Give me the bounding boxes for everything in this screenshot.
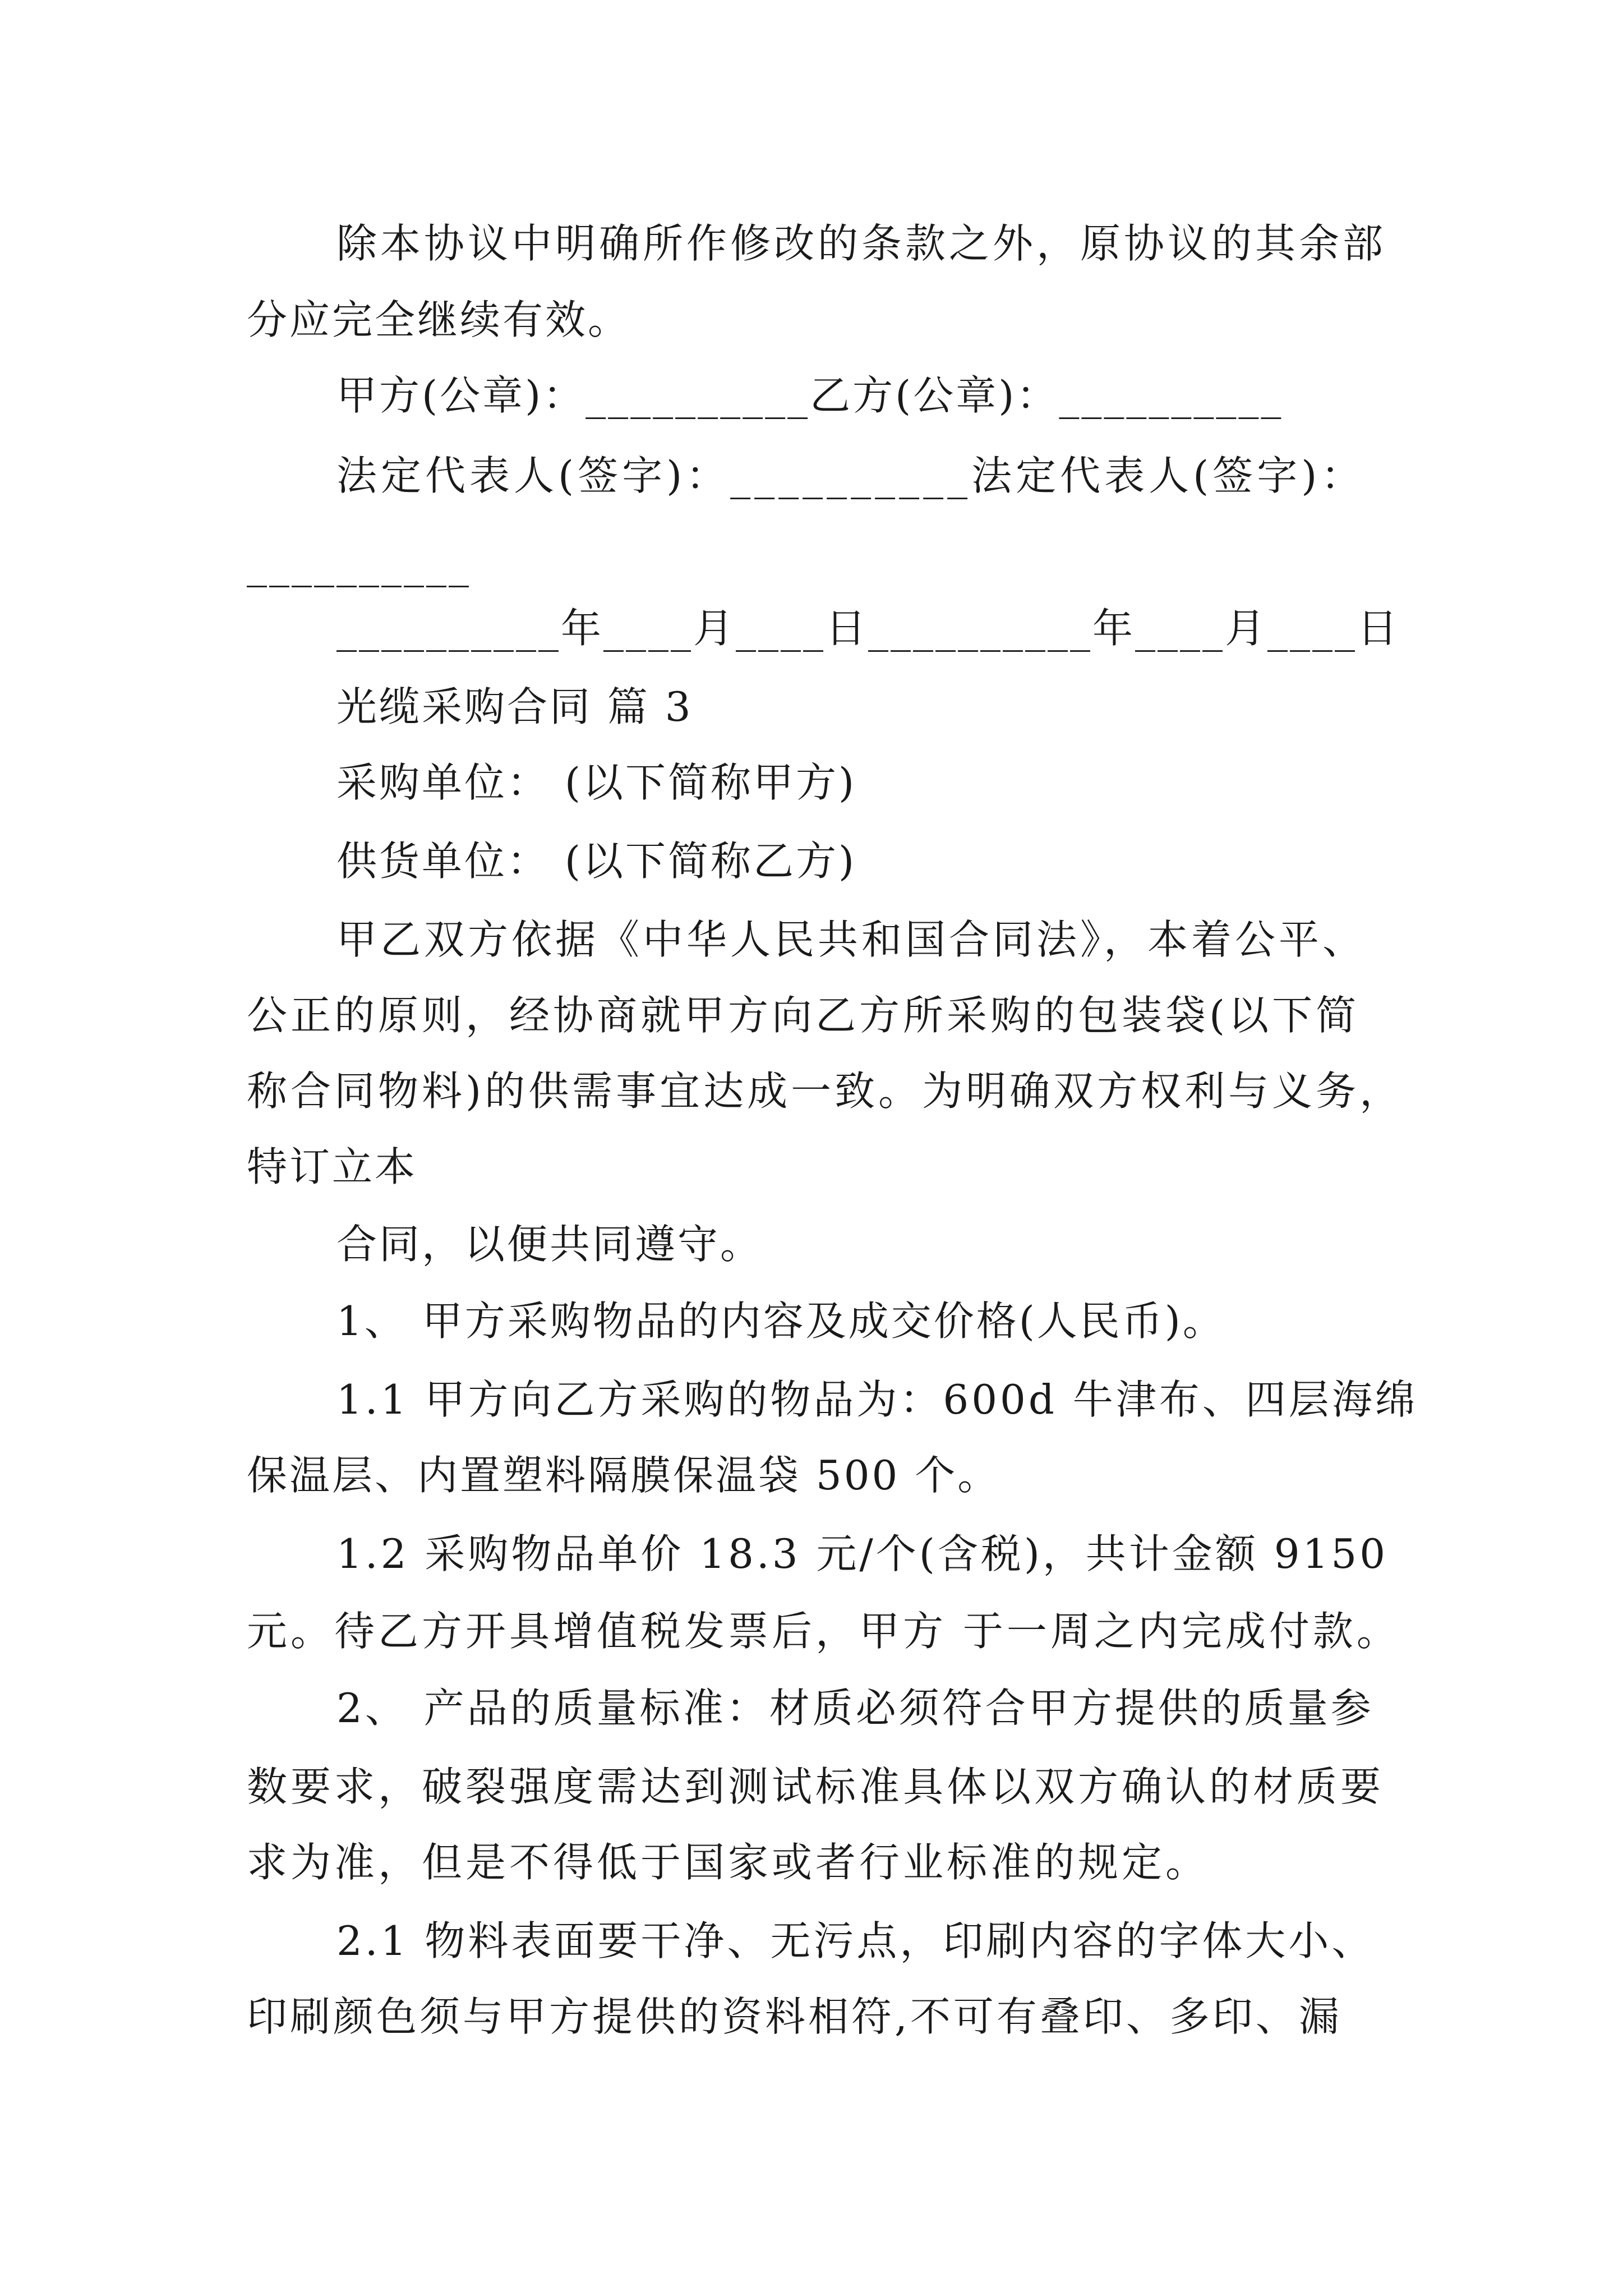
text-line: 特订立本 xyxy=(247,1143,418,1190)
text-line: 1.2 采购物品单价 18.3 元/个(含税)，共计金额 9150 xyxy=(336,1530,1389,1577)
text-line: 甲乙双方依据《中华人民共和国合同法》，本着公平、 xyxy=(336,916,1367,963)
text-line: 求为准，但是不得低于国家或者行业标准的规定。 xyxy=(247,1839,1210,1886)
text-line: 供货单位： (以下简称乙方) xyxy=(336,838,857,885)
clause-heading: 2、 产品的质量标准：材质必须符合甲方提供的质量参 xyxy=(336,1685,1374,1732)
text-line: 数要求，破裂强度需达到测试标准具体以双方确认的材质要 xyxy=(247,1763,1385,1810)
section-title: 光缆采购合同 篇 3 xyxy=(336,683,693,730)
text-line: 1.1 甲方向乙方采购的物品为：600d 牛津布、四层海绵 xyxy=(336,1376,1418,1423)
signature-seal-line: 甲方(公章)：__________乙方(公章)：__________ xyxy=(336,372,1284,419)
text-line: 分应完全继续有效。 xyxy=(247,296,631,343)
text-line: 印刷颜色须与甲方提供的资料相符,不可有叠印、多印、漏 xyxy=(247,1993,1342,2040)
text-line: 元。待乙方开具增值税发票后，甲方 于一周之内完成付款。 xyxy=(247,1608,1400,1655)
date-line: __________年____月____日__________年____月____日 xyxy=(336,605,1400,652)
text-line: 称合同物料)的供需事宜达成一致。为明确双方权利与义务， xyxy=(247,1068,1404,1115)
text-line: 公正的原则，经协商就甲方向乙方所采购的包装袋(以下简 xyxy=(247,992,1360,1039)
text-line: 除本协议中明确所作修改的条款之外，原协议的其余部 xyxy=(336,220,1387,267)
text-line: 2.1 物料表面要干净、无污点，印刷内容的字体大小、 xyxy=(336,1917,1375,1964)
clause-heading: 1、 甲方采购物品的内容及成交价格(人民币)。 xyxy=(336,1297,1225,1345)
text-line: 保温层、内置塑料隔膜保温袋 500 个。 xyxy=(247,1452,1000,1499)
text-line: 采购单位： (以下简称甲方) xyxy=(336,759,857,806)
text-line: 合同，以便共同遵守。 xyxy=(336,1221,763,1268)
signature-blank: __________ xyxy=(247,540,471,587)
signature-representative-line: 法定代表人(签字)：__________法定代表人(签字)： xyxy=(336,452,1366,499)
